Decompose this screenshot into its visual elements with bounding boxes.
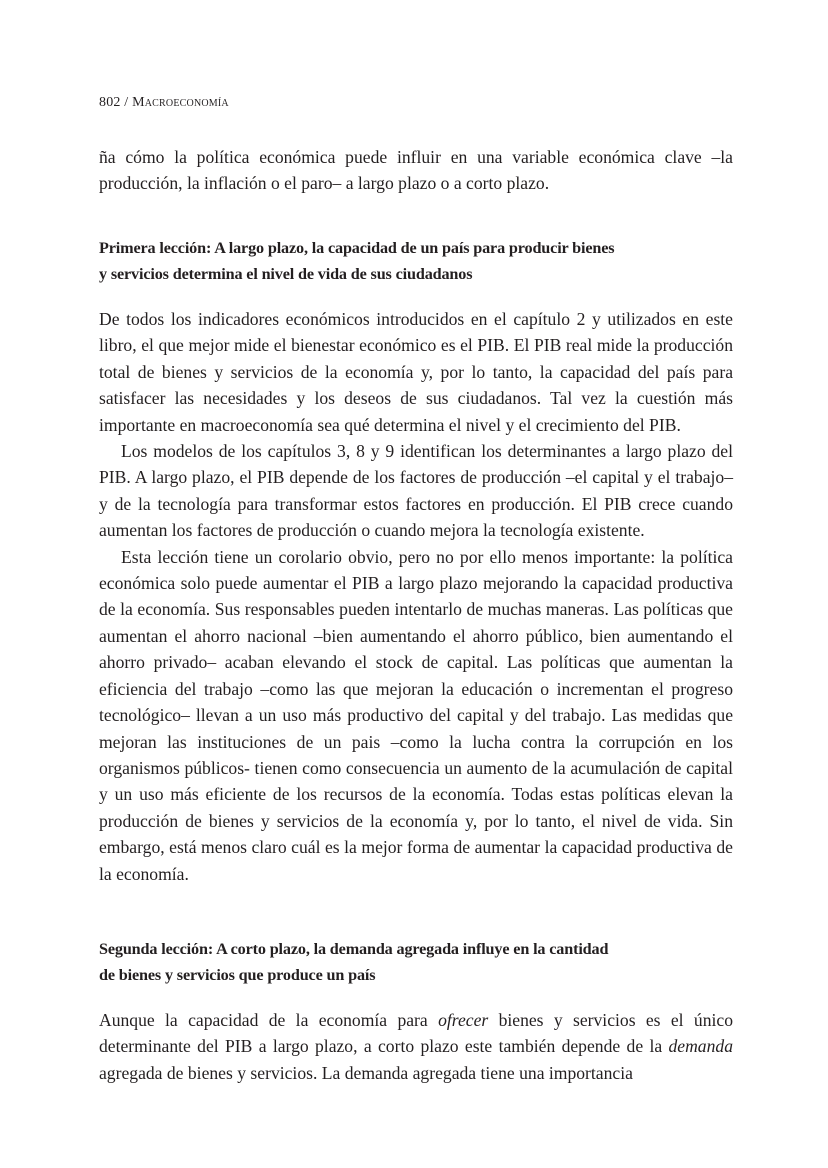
heading-line: de bienes y servicios que produce un país	[99, 966, 376, 984]
paragraph: De todos los indicadores económicos introducidos en el capítulo 2 y utilizados en este libro, el que mejor mide el bienestar económico es el PIB. El PIB real mide la producción total de bienes y servicios de la economía y, por lo tanto, la capacidad del país para satisfacer las necesidades y los deseos de sus ciudadanos. Tal vez la cuestión más importante en macroeconomía sea qué determina el nivel y el crecimiento del PIB.	[99, 309, 733, 435]
italic-term: demanda	[668, 1036, 733, 1057]
heading-line: y servicios determina el nivel de vida de sus ciudadanos	[99, 265, 473, 283]
heading-line: Segunda lección: A corto plazo, la demanda agregada influye en la cantidad	[99, 940, 609, 958]
section-heading-segunda-leccion	[99, 936, 733, 988]
intro-paragraph: ña cómo la política económica puede influir en una variable económica clave –la producción, la inflación o el paro– a largo plazo o a corto plazo.	[99, 147, 733, 194]
italic-term: ofrecer	[438, 1010, 489, 1030]
intro-paragraph-block	[99, 144, 733, 197]
paragraph	[99, 1007, 733, 1086]
text-run: Aunque la capacidad de la economía para	[99, 1010, 439, 1030]
heading-line: Primera lección: A largo plazo, la capacidad de un país para producir bienes	[99, 239, 615, 257]
paragraph: Esta lección tiene un corolario obvio, pero no por ello menos importante: la política económica solo puede aumentar el PIB a largo plazo mejorando la capacidad productiva de la economía. Sus responsables pueden intentarlo de muchas maneras. Las políticas que aumentan el ahorro nacional –bien aumentando el ahorro público, bien aumentando el ahorro privado– acaban elevando el stock de capital. Las políticas que aumentan la eficiencia del trabajo –como las que mejoran la educación o incrementan el progreso tecnológico– llevan a un uso más productivo del capital y del trabajo. Las medidas que mejoran las instituciones de un pais –como la lucha contra la corrupción en los organismos públicos- tienen como consecuencia un aumento de la acumulación de capital y un uso más eficiente de los recursos de la economía. Todas estas políticas elevan la producción de bienes y servicios de la economía y, por lo tanto, el nivel de vida. Sin embargo, está menos claro cuál es la mejor forma de aumentar la capacidad productiva de la economía.	[99, 546, 733, 884]
section-heading-primera-leccion	[99, 235, 733, 287]
text-run: agregada de bienes y servicios. La demanda agregada tiene una importancia	[99, 1062, 633, 1083]
section-1-body	[99, 306, 733, 887]
running-head-separator: /	[120, 95, 133, 110]
text-run: bienes y servicios es el único determinante del PIB a largo plazo, a corto plazo este también depende de la	[99, 1010, 733, 1057]
page-number: 802	[99, 95, 121, 110]
paragraph: Los modelos de los capítulos 3, 8 y 9 identifican los determinantes a largo plazo del PIB. A largo plazo, el PIB depende de los factores de producción –el capital y el trabajo– y de la tecnología para transformar estos factores en producción. El PIB crece cuando aumentan los factores de producción o cuando mejora la tecnología existente.	[99, 441, 733, 541]
book-title: Macroeconomía	[132, 95, 229, 110]
section-2-body	[99, 1007, 733, 1086]
running-head	[99, 95, 229, 111]
